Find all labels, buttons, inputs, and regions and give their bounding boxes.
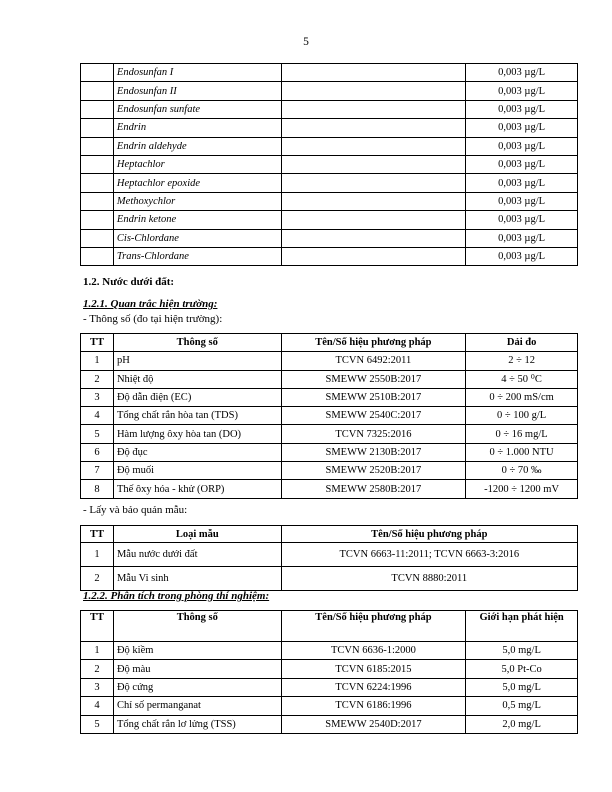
sampling-table	[80, 525, 578, 591]
col-header-tt: TT	[81, 334, 114, 352]
param-cell: Tổng chất rắn hòa tan (TDS)	[113, 407, 281, 425]
method-cell	[281, 64, 466, 82]
section-heading-1-2: 1.2. Nước dưới đất:	[83, 276, 175, 288]
limit-cell: 5,0 mg/L	[466, 678, 578, 696]
range-cell: 0 ÷ 16 mg/L	[466, 425, 578, 443]
method-cell: TCVN 7325:2016	[281, 425, 466, 443]
limit-cell: 0,003 µg/L	[466, 211, 578, 229]
tt-cell	[81, 192, 114, 210]
table-row	[81, 137, 578, 155]
param-cell: Độ dẫn điện (EC)	[113, 388, 281, 406]
tt-cell: 1	[81, 352, 114, 370]
tt-cell	[81, 137, 114, 155]
table-row	[81, 247, 578, 265]
method-cell	[281, 229, 466, 247]
range-cell: 2 ÷ 12	[466, 352, 578, 370]
method-cell: TCVN 6186:1996	[281, 697, 466, 715]
limit-cell: 5,0 mg/L	[466, 642, 578, 660]
method-cell	[281, 192, 466, 210]
table-row	[81, 543, 578, 567]
table-row	[81, 352, 578, 370]
param-cell: Endosunfan sunfate	[113, 100, 281, 118]
limit-cell: 0,003 µg/L	[466, 64, 578, 82]
tt-cell: 6	[81, 443, 114, 461]
tt-cell	[81, 229, 114, 247]
method-cell: TCVN 6636-1:2000	[281, 642, 466, 660]
tt-cell: 5	[81, 425, 114, 443]
range-cell: -1200 ÷ 1200 mV	[466, 480, 578, 498]
col-header-tt: TT	[81, 526, 114, 543]
param-cell: Endosunfan I	[113, 64, 281, 82]
col-header-limit: Giới hạn phát hiện	[466, 611, 578, 642]
tt-cell: 3	[81, 678, 114, 696]
table-row	[81, 660, 578, 678]
col-header-param: Thông số	[113, 334, 281, 352]
tt-cell: 2	[81, 567, 114, 591]
method-cell: TCVN 8880:2011	[281, 567, 577, 591]
param-cell: Độ cứng	[113, 678, 281, 696]
tt-cell: 4	[81, 407, 114, 425]
section-heading-1-2-2: 1.2.2. Phân tích trong phòng thí nghiệm:	[83, 590, 270, 602]
param-cell: Độ màu	[113, 660, 281, 678]
pesticide-table	[80, 63, 578, 266]
table-row	[81, 370, 578, 388]
method-cell: SMEWW 2540D:2017	[281, 715, 466, 733]
param-cell: Thế ôxy hóa - khử (ORP)	[113, 480, 281, 498]
method-cell	[281, 119, 466, 137]
limit-cell: 0,5 mg/L	[466, 697, 578, 715]
table-row	[81, 174, 578, 192]
table-row	[81, 678, 578, 696]
param-cell: Endrin	[113, 119, 281, 137]
method-cell: SMEWW 2130B:2017	[281, 443, 466, 461]
method-cell: SMEWW 2550B:2017	[281, 370, 466, 388]
param-cell: Trans-Chlordane	[113, 247, 281, 265]
param-cell: Endrin aldehyde	[113, 137, 281, 155]
col-header-method: Tên/Số hiệu phương pháp	[281, 334, 466, 352]
method-cell	[281, 82, 466, 100]
table-row	[81, 462, 578, 480]
limit-cell: 0,003 µg/L	[466, 174, 578, 192]
col-header-method: Tên/Số hiệu phương pháp	[281, 526, 577, 543]
table-row	[81, 82, 578, 100]
lab-analysis-table	[80, 610, 578, 734]
param-cell: Endrin ketone	[113, 211, 281, 229]
tt-cell	[81, 247, 114, 265]
range-cell: 0 ÷ 200 mS/cm	[466, 388, 578, 406]
tt-cell: 7	[81, 462, 114, 480]
param-cell: Độ kiềm	[113, 642, 281, 660]
col-header-tt: TT	[81, 611, 114, 642]
table-row	[81, 642, 578, 660]
param-cell: Chỉ số permanganat	[113, 697, 281, 715]
param-cell: Nhiệt độ	[113, 370, 281, 388]
method-cell: SMEWW 2580B:2017	[281, 480, 466, 498]
table-row	[81, 211, 578, 229]
page-number: 5	[303, 36, 309, 48]
tt-cell: 1	[81, 543, 114, 567]
table-row	[81, 64, 578, 82]
type-cell: Mẫu nước dưới đất	[113, 543, 281, 567]
range-cell: 0 ÷ 70 ‰	[466, 462, 578, 480]
type-cell: Mẫu Vi sinh	[113, 567, 281, 591]
tt-cell	[81, 155, 114, 173]
method-cell: SMEWW 2510B:2017	[281, 388, 466, 406]
col-header-range: Dải đo	[466, 334, 578, 352]
method-cell: SMEWW 2540C:2017	[281, 407, 466, 425]
table-row	[81, 229, 578, 247]
param-cell: Methoxychlor	[113, 192, 281, 210]
tt-cell	[81, 211, 114, 229]
field-params-label: - Thông số (đo tại hiện trường):	[83, 313, 223, 325]
method-cell	[281, 100, 466, 118]
param-cell: Độ muối	[113, 462, 281, 480]
param-cell: Độ đục	[113, 443, 281, 461]
param-cell: Heptachlor	[113, 155, 281, 173]
limit-cell: 0,003 µg/L	[466, 192, 578, 210]
col-header-type: Loại mẫu	[113, 526, 281, 543]
method-cell: SMEWW 2520B:2017	[281, 462, 466, 480]
tt-cell: 3	[81, 388, 114, 406]
limit-cell: 0,003 µg/L	[466, 137, 578, 155]
tt-cell: 1	[81, 642, 114, 660]
table-row	[81, 567, 578, 591]
table-row	[81, 100, 578, 118]
tt-cell	[81, 82, 114, 100]
table-row	[81, 480, 578, 498]
table-row	[81, 443, 578, 461]
table-row	[81, 697, 578, 715]
limit-cell: 0,003 µg/L	[466, 119, 578, 137]
range-cell: 4 ÷ 50 ⁰C	[466, 370, 578, 388]
param-cell: pH	[113, 352, 281, 370]
limit-cell: 2,0 mg/L	[466, 715, 578, 733]
method-cell: TCVN 6492:2011	[281, 352, 466, 370]
tt-cell	[81, 64, 114, 82]
method-cell: TCVN 6663-11:2011; TCVN 6663-3:2016	[281, 543, 577, 567]
limit-cell: 0,003 µg/L	[466, 82, 578, 100]
limit-cell: 5,0 Pt-Co	[466, 660, 578, 678]
param-cell: Cis-Chlordane	[113, 229, 281, 247]
table-row	[81, 192, 578, 210]
limit-cell: 0,003 µg/L	[466, 247, 578, 265]
tt-cell: 2	[81, 660, 114, 678]
method-cell	[281, 174, 466, 192]
method-cell	[281, 247, 466, 265]
tt-cell: 5	[81, 715, 114, 733]
table-row	[81, 715, 578, 733]
method-cell	[281, 155, 466, 173]
table-row	[81, 388, 578, 406]
param-cell: Endosunfan II	[113, 82, 281, 100]
method-cell: TCVN 6185:2015	[281, 660, 466, 678]
limit-cell: 0,003 µg/L	[466, 100, 578, 118]
sampling-label: - Lấy và bảo quản mẫu:	[83, 504, 188, 516]
tt-cell	[81, 119, 114, 137]
method-cell	[281, 137, 466, 155]
range-cell: 0 ÷ 1.000 NTU	[466, 443, 578, 461]
table-row	[81, 155, 578, 173]
method-cell	[281, 211, 466, 229]
range-cell: 0 ÷ 100 g/L	[466, 407, 578, 425]
limit-cell: 0,003 µg/L	[466, 155, 578, 173]
table-row	[81, 407, 578, 425]
col-header-param: Thông số	[113, 611, 281, 642]
tt-cell	[81, 100, 114, 118]
table-row	[81, 425, 578, 443]
section-heading-1-2-1: 1.2.1. Quan trắc hiện trường:	[83, 298, 218, 310]
col-header-method: Tên/Số hiệu phương pháp	[281, 611, 466, 642]
limit-cell: 0,003 µg/L	[466, 229, 578, 247]
param-cell: Tổng chất rắn lơ lửng (TSS)	[113, 715, 281, 733]
tt-cell: 8	[81, 480, 114, 498]
method-cell: TCVN 6224:1996	[281, 678, 466, 696]
tt-cell: 4	[81, 697, 114, 715]
field-measurement-table	[80, 333, 578, 499]
param-cell: Hàm lượng ôxy hòa tan (DO)	[113, 425, 281, 443]
param-cell: Heptachlor epoxide	[113, 174, 281, 192]
table-row	[81, 119, 578, 137]
tt-cell: 2	[81, 370, 114, 388]
tt-cell	[81, 174, 114, 192]
